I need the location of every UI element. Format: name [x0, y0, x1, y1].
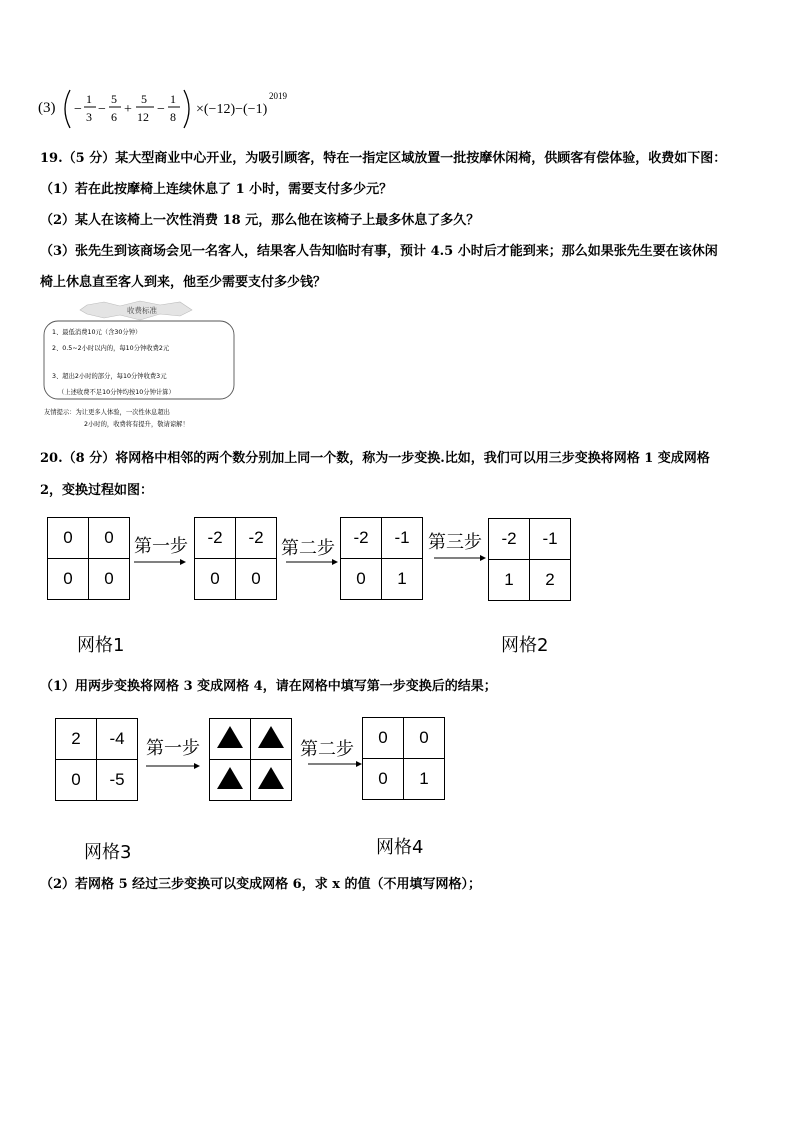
row1-step1-label: 第一步	[134, 536, 188, 557]
answer-cell[interactable]	[210, 760, 251, 801]
frac1-den: 3	[86, 110, 92, 124]
minus-2: −	[98, 102, 106, 117]
triangle-icon	[258, 767, 284, 789]
q20-stem-line1: 20.（8 分）将网格中相邻的两个数分别加上同一个数，称为一步变换.比如，我们可以用三步变换将网格 1 变成网格	[40, 451, 710, 466]
grid-step2-cell: 1	[382, 559, 423, 600]
fee-tip-2: 2小时的，收费将有提升，敬请谅解！	[84, 421, 189, 428]
expr-exponent: 2019	[269, 91, 287, 101]
answer-cell[interactable]	[210, 719, 251, 760]
grid-step2-cell: -2	[341, 518, 382, 559]
grid-2	[488, 518, 571, 601]
grid-2-name: 网格2	[501, 635, 549, 656]
answer-cell[interactable]	[251, 719, 292, 760]
row1-arrow-3	[434, 552, 486, 564]
q19-part2: （2）某人在该椅上一次性消费 18 元，那么他在该椅子上最多休息了多久？	[40, 213, 480, 228]
grid-1	[47, 517, 130, 600]
row1-arrow-1	[134, 556, 186, 568]
grid-2-cell: -2	[489, 519, 530, 560]
grid-1-cell: 0	[48, 518, 89, 559]
grid-3-cell: -5	[97, 760, 138, 801]
fee-rule-3: 3、超出2小时的部分，每10分钟收费3元	[52, 373, 167, 380]
grid-step2	[340, 517, 423, 600]
q19-part1: （1）若在此按摩椅上连续休息了 1 小时，需要支付多少元？	[40, 182, 393, 197]
row1-step2-label: 第二步	[281, 538, 335, 559]
grid-step1-cell: 0	[236, 559, 277, 600]
row2-step1-label: 第一步	[146, 738, 200, 759]
grid-3-cell: 2	[56, 719, 97, 760]
expr-tail: ×(−12)−(−1)	[196, 102, 268, 117]
frac4-num: 1	[170, 92, 176, 106]
frac2-num: 5	[111, 92, 117, 106]
fee-rule-1: 1、最低消费10元（含30分钟）	[52, 329, 142, 336]
minus-3: −	[157, 102, 165, 117]
grid-4-cell: 0	[363, 718, 404, 759]
frac2-den: 6	[111, 110, 117, 124]
grid-4-name: 网格4	[376, 837, 424, 858]
fee-rule-2: 2、0.5~2小时以内的，每10分钟收费2元	[52, 345, 170, 352]
fee-board	[42, 300, 242, 435]
fee-tip-1: 友情提示：为让更多人体验，一次性休息超出	[44, 409, 170, 416]
expr-label: (3)	[38, 100, 56, 116]
triangle-icon	[258, 726, 284, 748]
row1-arrow-2	[286, 556, 338, 568]
q19-part3-line1: （3）张先生到该商场会见一名客人，结果客人告知临时有事，预计 4.5 小时后才能到来；那么如果张先生要在该休闲	[40, 244, 718, 259]
grid-step1-cell: 0	[195, 559, 236, 600]
fee-rule-4: （上述收费不足10分钟均按10分钟计算）	[58, 389, 175, 396]
row1-step3-label: 第三步	[428, 532, 482, 553]
grid-2-cell: -1	[530, 519, 571, 560]
q20-part2: （2）若网格 5 经过三步变换可以变成网格 6，求 x 的值（不用填写网格）；	[40, 877, 482, 892]
answer-cell[interactable]	[251, 760, 292, 801]
grid-step1	[194, 517, 277, 600]
grid-2-cell: 2	[530, 560, 571, 601]
fee-title: 收费标准	[127, 306, 157, 315]
math-expression	[38, 84, 338, 134]
grid-2-cell: 1	[489, 560, 530, 601]
grid-1-cell: 0	[48, 559, 89, 600]
grid-step1-cell: -2	[236, 518, 277, 559]
grid-3-cell: 0	[56, 760, 97, 801]
grid-1-cell: 0	[89, 518, 130, 559]
q19-part3-line2: 椅上休息直至客人到来，他至少需要支付多少钱？	[40, 275, 327, 290]
q20-part1: （1）用两步变换将网格 3 变成网格 4，请在网格中填写第一步变换后的结果；	[40, 679, 497, 694]
row2-arrow-1	[146, 760, 200, 772]
row2-step2-label: 第二步	[300, 739, 354, 760]
grid-step2-cell: 0	[341, 559, 382, 600]
grid-answer[interactable]	[209, 718, 292, 801]
grid-4-cell: 0	[363, 759, 404, 800]
triangle-icon	[217, 726, 243, 748]
triangle-icon	[217, 767, 243, 789]
row2-arrow-2	[308, 758, 362, 770]
frac4-den: 8	[170, 110, 176, 124]
grid-4-cell: 1	[404, 759, 445, 800]
q19-stem: 19.（5 分）某大型商业中心开业，为吸引顾客，特在一指定区域放置一批按摩休闲椅，供顾客有偿体验，收费如下图：	[40, 151, 727, 166]
frac3-den: 12	[137, 110, 149, 124]
left-paren	[65, 90, 70, 128]
grid-step1-cell: -2	[195, 518, 236, 559]
grid-4-cell: 0	[404, 718, 445, 759]
grid-3-name: 网格3	[84, 842, 132, 863]
frac3-num: 5	[141, 92, 147, 106]
grid-1-name: 网格1	[77, 635, 125, 656]
grid-1-cell: 0	[89, 559, 130, 600]
plus-sign: +	[124, 102, 132, 117]
grid-step2-cell: -1	[382, 518, 423, 559]
grid-3	[55, 718, 138, 801]
grid-3-cell: -4	[97, 719, 138, 760]
frac1-num: 1	[86, 92, 92, 106]
minus-1: −	[74, 102, 82, 117]
grid-4	[362, 717, 445, 800]
right-paren	[184, 90, 189, 128]
q20-stem-line2: 2，变换过程如图：	[40, 483, 154, 498]
